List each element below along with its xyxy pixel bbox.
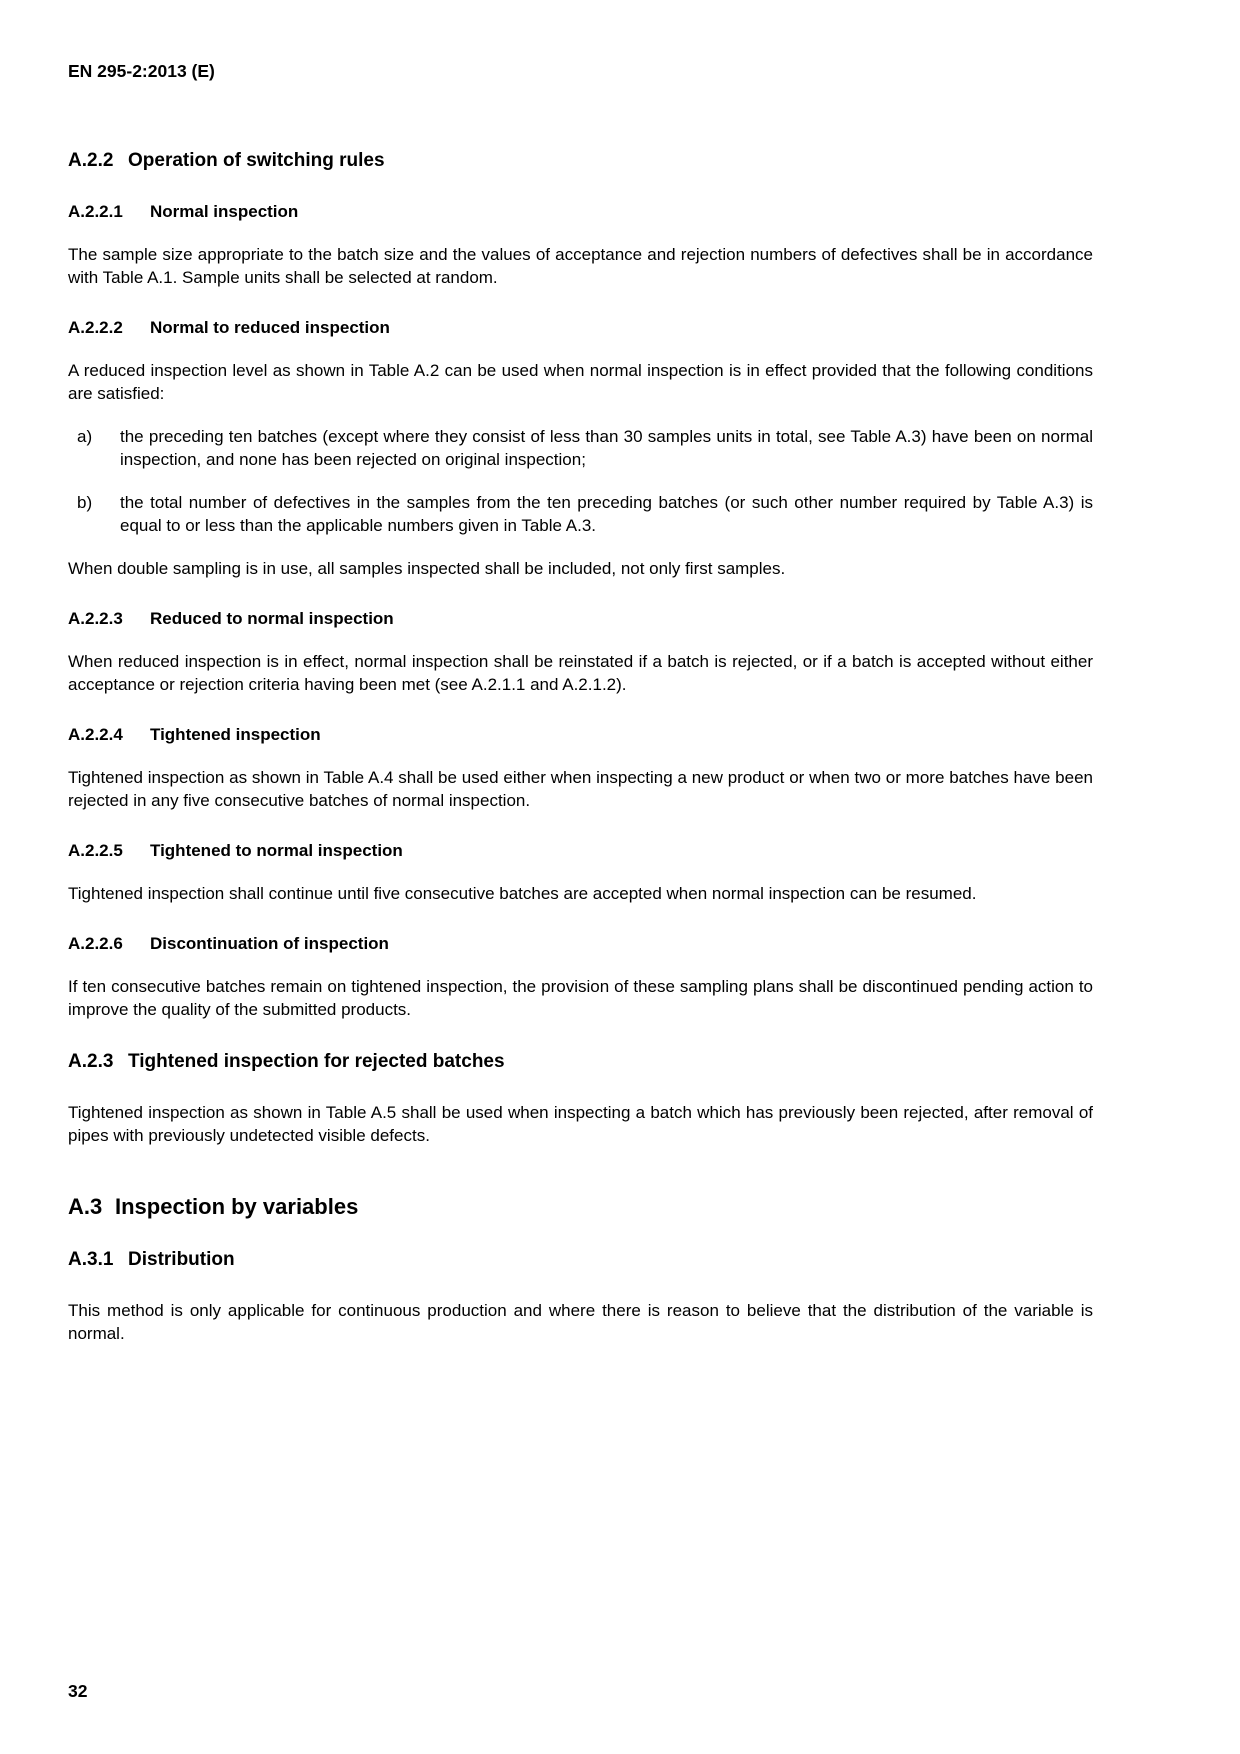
list-item-a <box>68 425 1093 471</box>
heading-a3-1-number: A.3.1 <box>68 1249 114 1270</box>
heading-a2-3 <box>68 1050 1093 1074</box>
paragraph-a2-2-2-note: When double sampling is in use, all samples inspected shall be included, not only first samples. <box>68 559 786 578</box>
heading-a3 <box>68 1193 1093 1220</box>
paragraph-a2-2-1: The sample size appropriate to the batch size and the values of acceptance and rejection numbers of defectives shall be in accordance with Table A.1. Sample units shall be selected at random. <box>68 245 1093 287</box>
heading-a2-2-4-number: A.2.2.4 <box>68 725 123 744</box>
heading-a2-2-4 <box>68 724 1093 746</box>
heading-a2-3-title: Tightened inspection for rejected batches <box>128 1051 505 1072</box>
heading-a2-2-5-number: A.2.2.5 <box>68 841 123 860</box>
heading-a2-2-number: A.2.2 <box>68 150 114 171</box>
heading-a2-2-6-number: A.2.2.6 <box>68 934 123 953</box>
document-header: EN 295-2:2013 (E) <box>68 61 215 81</box>
list-item-b <box>68 491 1093 537</box>
list-item-a-label: a) <box>77 427 93 446</box>
heading-a2-2-6 <box>68 933 1093 955</box>
paragraph-a2-2-3: When reduced inspection is in effect, normal inspection shall be reinstated if a batch is rejected, or if a batch is accepted without either acceptance or rejection criteria having been met (see A.2.1.1 and A.2.1.2). <box>68 652 1093 694</box>
heading-a2-2-title: Operation of switching rules <box>128 150 385 171</box>
heading-a2-2-1-number: A.2.2.1 <box>68 202 123 221</box>
heading-a2-2-6-title: Discontinuation of inspection <box>150 934 389 953</box>
paragraph-a2-3: Tightened inspection as shown in Table A.5 shall be used when inspecting a batch which has previously been rejected, after removal of pipes with previously undetected visible defects. <box>68 1103 1093 1145</box>
heading-a2-2-2-number: A.2.2.2 <box>68 318 123 337</box>
heading-a2-2-1 <box>68 201 1093 223</box>
list-item-b-text: the total number of defectives in the samples from the ten preceding batches (or such other number required by Table A.3) is equal to or less than the applicable numbers given in Table A.3. <box>120 493 1093 535</box>
heading-a3-1 <box>68 1248 1093 1272</box>
heading-a2-2-4-title: Tightened inspection <box>150 725 321 744</box>
list-item-b-label: b) <box>77 493 93 512</box>
heading-a2-2-5 <box>68 840 1093 862</box>
heading-a2-2-3-title: Reduced to normal inspection <box>150 609 394 628</box>
heading-a2-2-1-title: Normal inspection <box>150 202 299 221</box>
heading-a3-title: Inspection by variables <box>115 1194 359 1219</box>
heading-a2-2-2-title: Normal to reduced inspection <box>150 318 390 337</box>
paragraph-a3-1: This method is only applicable for continuous production and where there is reason to believe that the distribution of the variable is normal. <box>68 1301 1093 1343</box>
heading-a2-2 <box>68 149 1093 173</box>
paragraph-a2-2-4: Tightened inspection as shown in Table A.4 shall be used either when inspecting a new product or when two or more batches have been rejected in any five consecutive batches of normal inspection. <box>68 768 1093 810</box>
paragraph-a2-2-6: If ten consecutive batches remain on tightened inspection, the provision of these sampling plans shall be discontinued pending action to improve the quality of the submitted products. <box>68 977 1093 1019</box>
page-number: 32 <box>68 1681 88 1701</box>
list-item-a-text: the preceding ten batches (except where they consist of less than 30 samples units in total, see Table A.3) have been on normal inspection, and none has been rejected on original inspection; <box>120 427 1093 469</box>
heading-a2-2-3 <box>68 608 1093 630</box>
heading-a3-number: A.3 <box>68 1194 103 1219</box>
heading-a2-2-5-title: Tightened to normal inspection <box>150 841 403 860</box>
paragraph-a2-2-2-intro: A reduced inspection level as shown in Table A.2 can be used when normal inspection is in effect provided that the following conditions are satisfied: <box>68 361 1093 403</box>
heading-a2-2-3-number: A.2.2.3 <box>68 609 123 628</box>
heading-a3-1-title: Distribution <box>128 1249 235 1270</box>
paragraph-a2-2-5: Tightened inspection shall continue until five consecutive batches are accepted when normal inspection can be resumed. <box>68 884 977 903</box>
heading-a2-2-2 <box>68 317 1093 339</box>
heading-a2-3-number: A.2.3 <box>68 1051 114 1072</box>
